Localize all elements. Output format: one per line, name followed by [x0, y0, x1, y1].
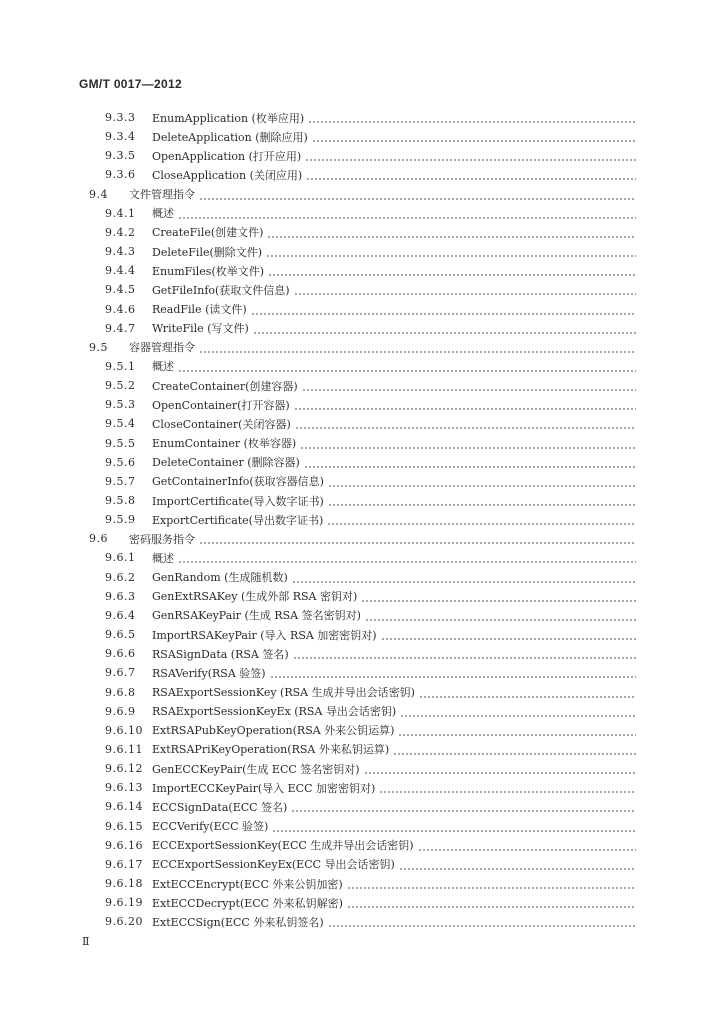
toc-entry[interactable] [105, 548, 636, 567]
page-number: Ⅱ [82, 935, 90, 948]
toc-entry-number: 9.4.1 [105, 206, 136, 220]
dot-leader [291, 801, 636, 813]
toc-entry-number: 9.3.3 [105, 111, 136, 124]
toc-entry[interactable] [105, 797, 636, 816]
dot-leader [199, 189, 636, 201]
dot-leader [347, 897, 636, 909]
toc-entry[interactable] [105, 108, 636, 127]
toc-entry-title: ExtRSAPriKeyOperation(RSA 外来私钥运算) [152, 743, 390, 757]
toc-entry[interactable] [105, 395, 636, 414]
dot-leader [294, 284, 636, 296]
dot-leader [199, 533, 636, 545]
dot-leader [328, 476, 636, 488]
toc-entry-number: 9.4.6 [105, 302, 136, 316]
toc-entry-number: 9.6.8 [105, 685, 136, 699]
toc-entry-title: GenRandom (生成随机数) [152, 571, 288, 585]
toc-entry-number: 9.4.4 [105, 264, 136, 278]
toc-entry-title: GenECCKeyPair(生成 ECC 签名密钥对) [152, 762, 360, 776]
toc-entry[interactable] [105, 663, 636, 682]
dot-leader [364, 763, 636, 775]
toc-entry-number: 9.5.6 [105, 455, 136, 469]
toc-entry[interactable] [105, 204, 636, 223]
toc-entry-number: 9.6.9 [105, 704, 136, 718]
toc-entry[interactable] [105, 319, 636, 338]
toc-entry[interactable] [105, 855, 636, 874]
toc-entry-number: 9.6.6 [105, 647, 136, 661]
toc-entry-number: 9.6.16 [105, 838, 143, 852]
toc-entry[interactable] [105, 683, 636, 702]
toc-entry[interactable] [105, 434, 636, 453]
toc-entry-number: 9.6.17 [105, 857, 143, 871]
dot-leader [308, 112, 636, 124]
toc-entry[interactable] [105, 472, 636, 491]
toc-entry-title: CloseApplication (关闭应用) [152, 168, 303, 182]
toc-entry-number: 9.6.5 [105, 628, 136, 642]
dot-leader [400, 706, 636, 718]
toc-entry[interactable] [105, 721, 636, 740]
toc-entry[interactable] [89, 185, 636, 204]
dot-leader [253, 323, 636, 335]
toc-entry-title: RSAExportSessionKey (RSA 生成并导出会话密钥) [152, 686, 415, 699]
dot-leader [295, 418, 636, 430]
toc-entry-number: 9.6.1 [105, 551, 136, 565]
toc-entry[interactable] [105, 453, 636, 472]
toc-entry-title: ExtECCSign(ECC 外来私钥签名) [152, 915, 324, 929]
toc-entry-number: 9.5.9 [105, 513, 136, 527]
toc-entry[interactable] [105, 357, 636, 376]
dot-leader [266, 246, 636, 258]
toc-entry-number: 9.4.3 [105, 245, 136, 259]
toc-entry-title: ImportECCKeyPair(导入 ECC 加密密钥对) [152, 781, 376, 795]
toc-entry[interactable] [105, 912, 636, 931]
toc-entry[interactable] [105, 261, 636, 280]
dot-leader [251, 304, 636, 316]
toc-entry[interactable] [105, 300, 636, 319]
toc-entry-number: 9.3.6 [105, 168, 136, 182]
dot-leader [178, 361, 636, 373]
toc-entry[interactable] [105, 223, 636, 242]
toc-entry[interactable] [105, 778, 636, 797]
toc-entry[interactable] [105, 280, 636, 299]
toc-entry-title: OpenApplication (打开应用) [152, 149, 302, 163]
toc-entry-number: 9.5 [89, 340, 108, 354]
toc-entry[interactable] [105, 702, 636, 721]
toc-entry-number: 9.4.2 [105, 225, 136, 239]
toc-entry[interactable] [105, 414, 636, 433]
toc-entry[interactable] [105, 759, 636, 778]
dot-leader [268, 265, 636, 277]
dot-leader [306, 169, 636, 181]
dot-leader [294, 399, 636, 411]
toc-entry-number: 9.6.12 [105, 762, 143, 776]
toc-entry-title: RSAExportSessionKeyEx (RSA 导出会话密钥) [152, 705, 397, 719]
dot-leader [300, 438, 636, 450]
toc-entry-number: 9.6.19 [105, 896, 143, 910]
toc-entry-title: RSAVerify(RSA 验签) [152, 666, 266, 680]
toc-entry-number: 9.6.18 [105, 877, 143, 890]
toc-entry-title: OpenContainer(打开容器) [152, 398, 290, 412]
toc-entry[interactable] [105, 165, 636, 184]
toc-entry-title: ExportCertificate(导出数字证书) [152, 513, 324, 527]
toc-entry[interactable] [105, 874, 636, 893]
dot-leader [293, 648, 636, 660]
toc-entry[interactable] [105, 625, 636, 644]
toc-entry-number: 9.6.4 [105, 608, 136, 622]
dot-leader [267, 227, 636, 239]
toc-entry[interactable] [105, 510, 636, 529]
dot-leader [379, 782, 636, 794]
dot-leader [270, 667, 636, 679]
dot-leader [365, 610, 636, 622]
toc-entry-title: ImportCertificate(导入数字证书) [152, 494, 324, 508]
document-header-code: GM/T 0017—2012 [79, 77, 182, 91]
dot-leader [305, 150, 636, 162]
toc-entry-title: DeleteApplication (删除应用) [152, 130, 308, 144]
toc-entry[interactable] [105, 644, 636, 663]
toc-entry-title: ImportRSAKeyPair (导入 RSA 加密密钥对) [152, 628, 377, 642]
toc-entry-title: ECCSignData(ECC 签名) [152, 800, 288, 814]
toc-entry-number: 9.6.20 [105, 915, 143, 929]
toc-entry-title: GenRSAKeyPair (生成 RSA 签名密钥对) [152, 609, 361, 623]
toc-entry-title: CreateFile(创建文件) [152, 226, 264, 240]
dot-leader [272, 821, 636, 833]
toc-entry-title: 文件管理指令 [129, 188, 195, 202]
toc-entry[interactable] [105, 606, 636, 625]
dot-leader [418, 840, 636, 852]
toc-entry-title: ECCExportSessionKeyEx(ECC 导出会话密钥) [152, 858, 395, 872]
toc-entry-number: 9.6.3 [105, 589, 136, 603]
dot-leader [381, 629, 636, 641]
dot-leader [178, 552, 636, 564]
toc-entry-title: RSASignData (RSA 签名) [152, 647, 289, 661]
toc-entry-title: 密码服务指令 [129, 532, 195, 546]
toc-entry-title: GetFileInfo(获取文件信息) [152, 283, 290, 297]
toc-entry-title: EnumFiles(枚举文件) [152, 264, 265, 278]
toc-entry[interactable] [105, 836, 636, 855]
toc-entry-number: 9.6.14 [105, 800, 143, 814]
toc-entry-title: GenExtRSAKey (生成外部 RSA 密钥对) [152, 590, 358, 604]
dot-leader [302, 380, 636, 392]
toc-entry-title: 概述 [152, 207, 174, 221]
toc-entry-number: 9.6.7 [105, 666, 136, 680]
dot-leader [328, 916, 636, 928]
toc-entry-number: 9.3.4 [105, 130, 136, 144]
toc-entry[interactable] [105, 242, 636, 261]
toc-entry-number: 9.4 [89, 187, 108, 201]
dot-leader [419, 687, 636, 699]
toc-entry-title: ECCVerify(ECC 验签) [152, 820, 269, 834]
dot-leader [361, 591, 636, 603]
toc-entry[interactable] [105, 893, 636, 912]
dot-leader [327, 514, 636, 526]
toc-entry-title: 概述 [152, 360, 174, 374]
dot-leader [292, 572, 636, 584]
toc-entry[interactable] [105, 740, 636, 759]
toc-entry-number: 9.6 [89, 532, 108, 546]
toc-entry-number: 9.5.7 [105, 474, 136, 488]
toc-entry[interactable] [105, 127, 636, 146]
toc-entry[interactable] [105, 146, 636, 165]
dot-leader [312, 131, 636, 143]
toc-entry-title: ExtRSAPubKeyOperation(RSA 外来公钥运算) [152, 724, 395, 738]
toc-entry[interactable] [89, 529, 636, 548]
toc-entry-number: 9.6.13 [105, 781, 143, 795]
toc-entry-title: CloseContainer(关闭容器) [152, 417, 291, 431]
toc-entry-title: DeleteContainer (删除容器) [152, 456, 300, 470]
toc-entry-number: 9.5.5 [105, 436, 136, 450]
toc-entry-title: 容器管理指令 [129, 341, 195, 355]
toc-entry[interactable] [105, 376, 636, 395]
toc-entry-title: ExtECCEncrypt(ECC 外来公钥加密) [152, 877, 343, 891]
toc-entry-title: 概述 [152, 551, 174, 565]
toc-entry-title: EnumApplication (枚举应用) [152, 111, 305, 125]
dot-leader [304, 457, 636, 469]
toc-entry-number: 9.4.5 [105, 283, 136, 297]
toc-entry[interactable] [105, 817, 636, 836]
toc-entry-number: 9.5.8 [105, 494, 136, 507]
toc-entry-number: 9.5.2 [105, 379, 136, 393]
toc-entry-title: EnumContainer (枚举容器) [152, 437, 297, 451]
toc-entry-number: 9.6.2 [105, 570, 136, 584]
toc-entry[interactable] [105, 587, 636, 606]
toc-entry-number: 9.5.1 [105, 359, 136, 373]
dot-leader [328, 495, 636, 507]
toc-entry-number: 9.5.3 [105, 398, 136, 412]
toc-entry-title: ReadFile (读文件) [152, 303, 247, 316]
toc-entry[interactable] [105, 568, 636, 587]
toc-entry-title: WriteFile (写文件) [152, 322, 249, 336]
dot-leader [399, 859, 636, 871]
dot-leader [178, 208, 636, 220]
toc-entry-number: 9.4.7 [105, 321, 136, 335]
toc-entry-title: DeleteFile(删除文件) [152, 245, 263, 259]
toc-entry[interactable] [89, 338, 636, 357]
toc-entry-number: 9.6.15 [105, 819, 143, 833]
toc-entry-title: GetContainerInfo(获取容器信息) [152, 475, 324, 489]
dot-leader [393, 744, 636, 756]
dot-leader [199, 342, 636, 354]
toc-entry-title: ExtECCDecrypt(ECC 外来私钥解密) [152, 896, 343, 910]
toc-entry[interactable] [105, 491, 636, 510]
toc-entry-title: ECCExportSessionKey(ECC 生成并导出会话密钥) [152, 839, 414, 853]
toc-entry-number: 9.6.11 [105, 742, 143, 756]
toc-entry-title: CreateContainer(创建容器) [152, 379, 298, 393]
toc-entry-number: 9.3.5 [105, 149, 136, 163]
dot-leader [398, 725, 636, 737]
dot-leader [347, 878, 636, 890]
toc-entry-number: 9.5.4 [105, 417, 136, 431]
toc-entry-number: 9.6.10 [105, 723, 143, 737]
